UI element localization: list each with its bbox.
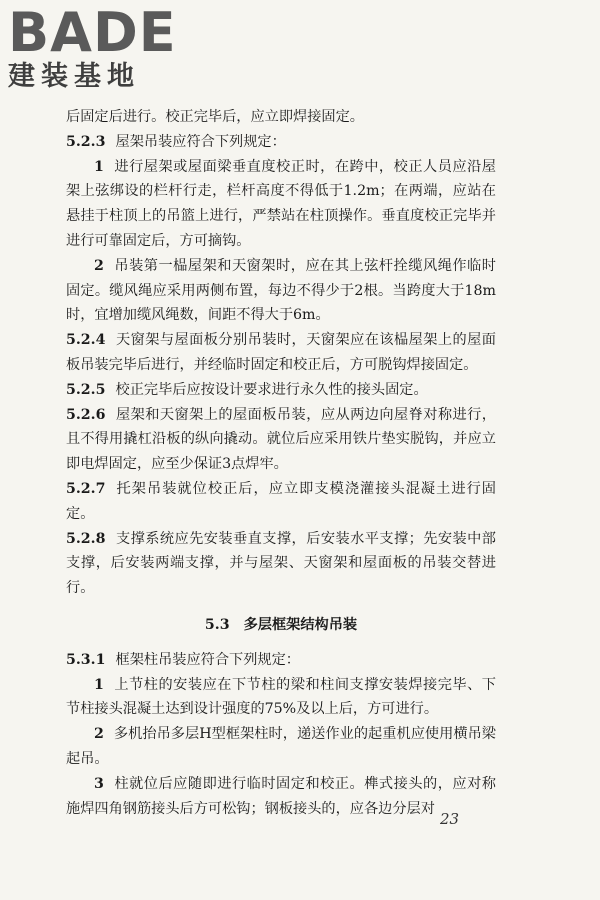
clause-number: 1 [94, 158, 104, 175]
clause [66, 328, 496, 378]
logo-subtitle: 建装基地 [8, 61, 140, 92]
clause-number: 5.2.6 [66, 406, 106, 423]
clause-text: 天窗架与屋面板分别吊装时，天窗架应在该榀屋架上的屋面板吊装完毕后进行，并经临时固定和校正后，方可脱钩焊接固定。 [66, 332, 496, 373]
clause [66, 130, 496, 155]
sub-clause [66, 254, 496, 328]
clause-number: 5.2.3 [66, 133, 106, 150]
sub-clause [66, 673, 496, 723]
clause [66, 648, 496, 673]
bade-logo [8, 1, 188, 98]
clause [66, 378, 496, 403]
clause-number: 3 [94, 775, 104, 792]
logo-brand: BADE [8, 1, 177, 64]
document-body [66, 105, 496, 821]
clause-text: 支撑系统应先安装垂直支撑，后安装水平支撑；先安装中部支撑，后安装两端支撑，并与屋架、天窗架和屋面板的吊装交替进行。 [66, 530, 496, 597]
clause-number: 2 [94, 726, 104, 743]
section-heading [66, 613, 496, 638]
sub-clause [66, 155, 496, 254]
paragraph: 后固定后进行。校正完毕后，应立即焊接固定。 [66, 109, 364, 125]
clause-number: 1 [94, 676, 104, 693]
clause [66, 527, 496, 601]
clause-number: 5.2.8 [66, 530, 106, 547]
clause-text: 托架吊装就位校正后，应立即支模浇灌接头混凝土进行固定。 [66, 480, 496, 522]
clause-number: 5.3.1 [66, 651, 106, 668]
clause-text: 校正完毕后应按设计要求进行永久性的接头固定。 [115, 381, 428, 398]
clause-text: 屋架和天窗架上的屋面板吊装，应从两边向屋脊对称进行，且不得用撬杠沿板的纵向撬动。就位后应采用铁片垫实脱钩，并应立即电焊固定，应至少保证3点焊牢。 [66, 406, 496, 473]
clause-number: 5.2.4 [66, 332, 106, 349]
clause-number: 5.2.5 [66, 381, 106, 398]
clause-number: 2 [94, 257, 104, 274]
clause-text: 上节柱的安装应在下节柱的梁和柱间支撑安装焊接完毕、下节柱接头混凝土达到设计强度的75%及以上后，方可进行。 [66, 676, 496, 718]
clause-text: 框架柱吊装应符合下列规定： [115, 651, 300, 668]
section-number: 5.3 [204, 616, 230, 633]
clause-number: 5.2.7 [66, 480, 106, 497]
clause-text: 吊装第一榀屋架和天窗架时，应在其上弦杆拴缆风绳作临时固定。缆风绳应采用两侧布置，每边不得少于2根。当跨度大于18m时，宜增加缆风绳数，间距不得大于6m。 [66, 257, 496, 324]
section-title: 多层框架结构吊装 [243, 616, 358, 633]
sub-clause [66, 722, 496, 772]
clause-text: 多机抬吊多层H型框架柱时，递送作业的起重机应使用横吊梁起吊。 [66, 726, 496, 767]
clause-text: 屋架吊装应符合下列规定： [115, 133, 286, 150]
page-number: 23 [440, 810, 460, 828]
clause [66, 403, 496, 477]
clause [66, 477, 496, 527]
clause-text: 柱就位后应随即进行临时固定和校正。榫式接头的，应对称施焊四角钢筋接头后方可松钩；钢板接头的，应各边分层对 [66, 775, 496, 817]
sub-clause [66, 772, 496, 822]
clause-text: 进行屋架或屋面梁垂直度校正时，在跨中，校正人员应沿屋架上弦绑设的栏杆行走，栏杆高度不得低于1.2m；在两端，应站在悬挂于柱顶上的吊篮上进行，严禁站在柱顶操作。垂直度校正完毕并进行可靠固定后，方可摘钩。 [66, 158, 496, 249]
